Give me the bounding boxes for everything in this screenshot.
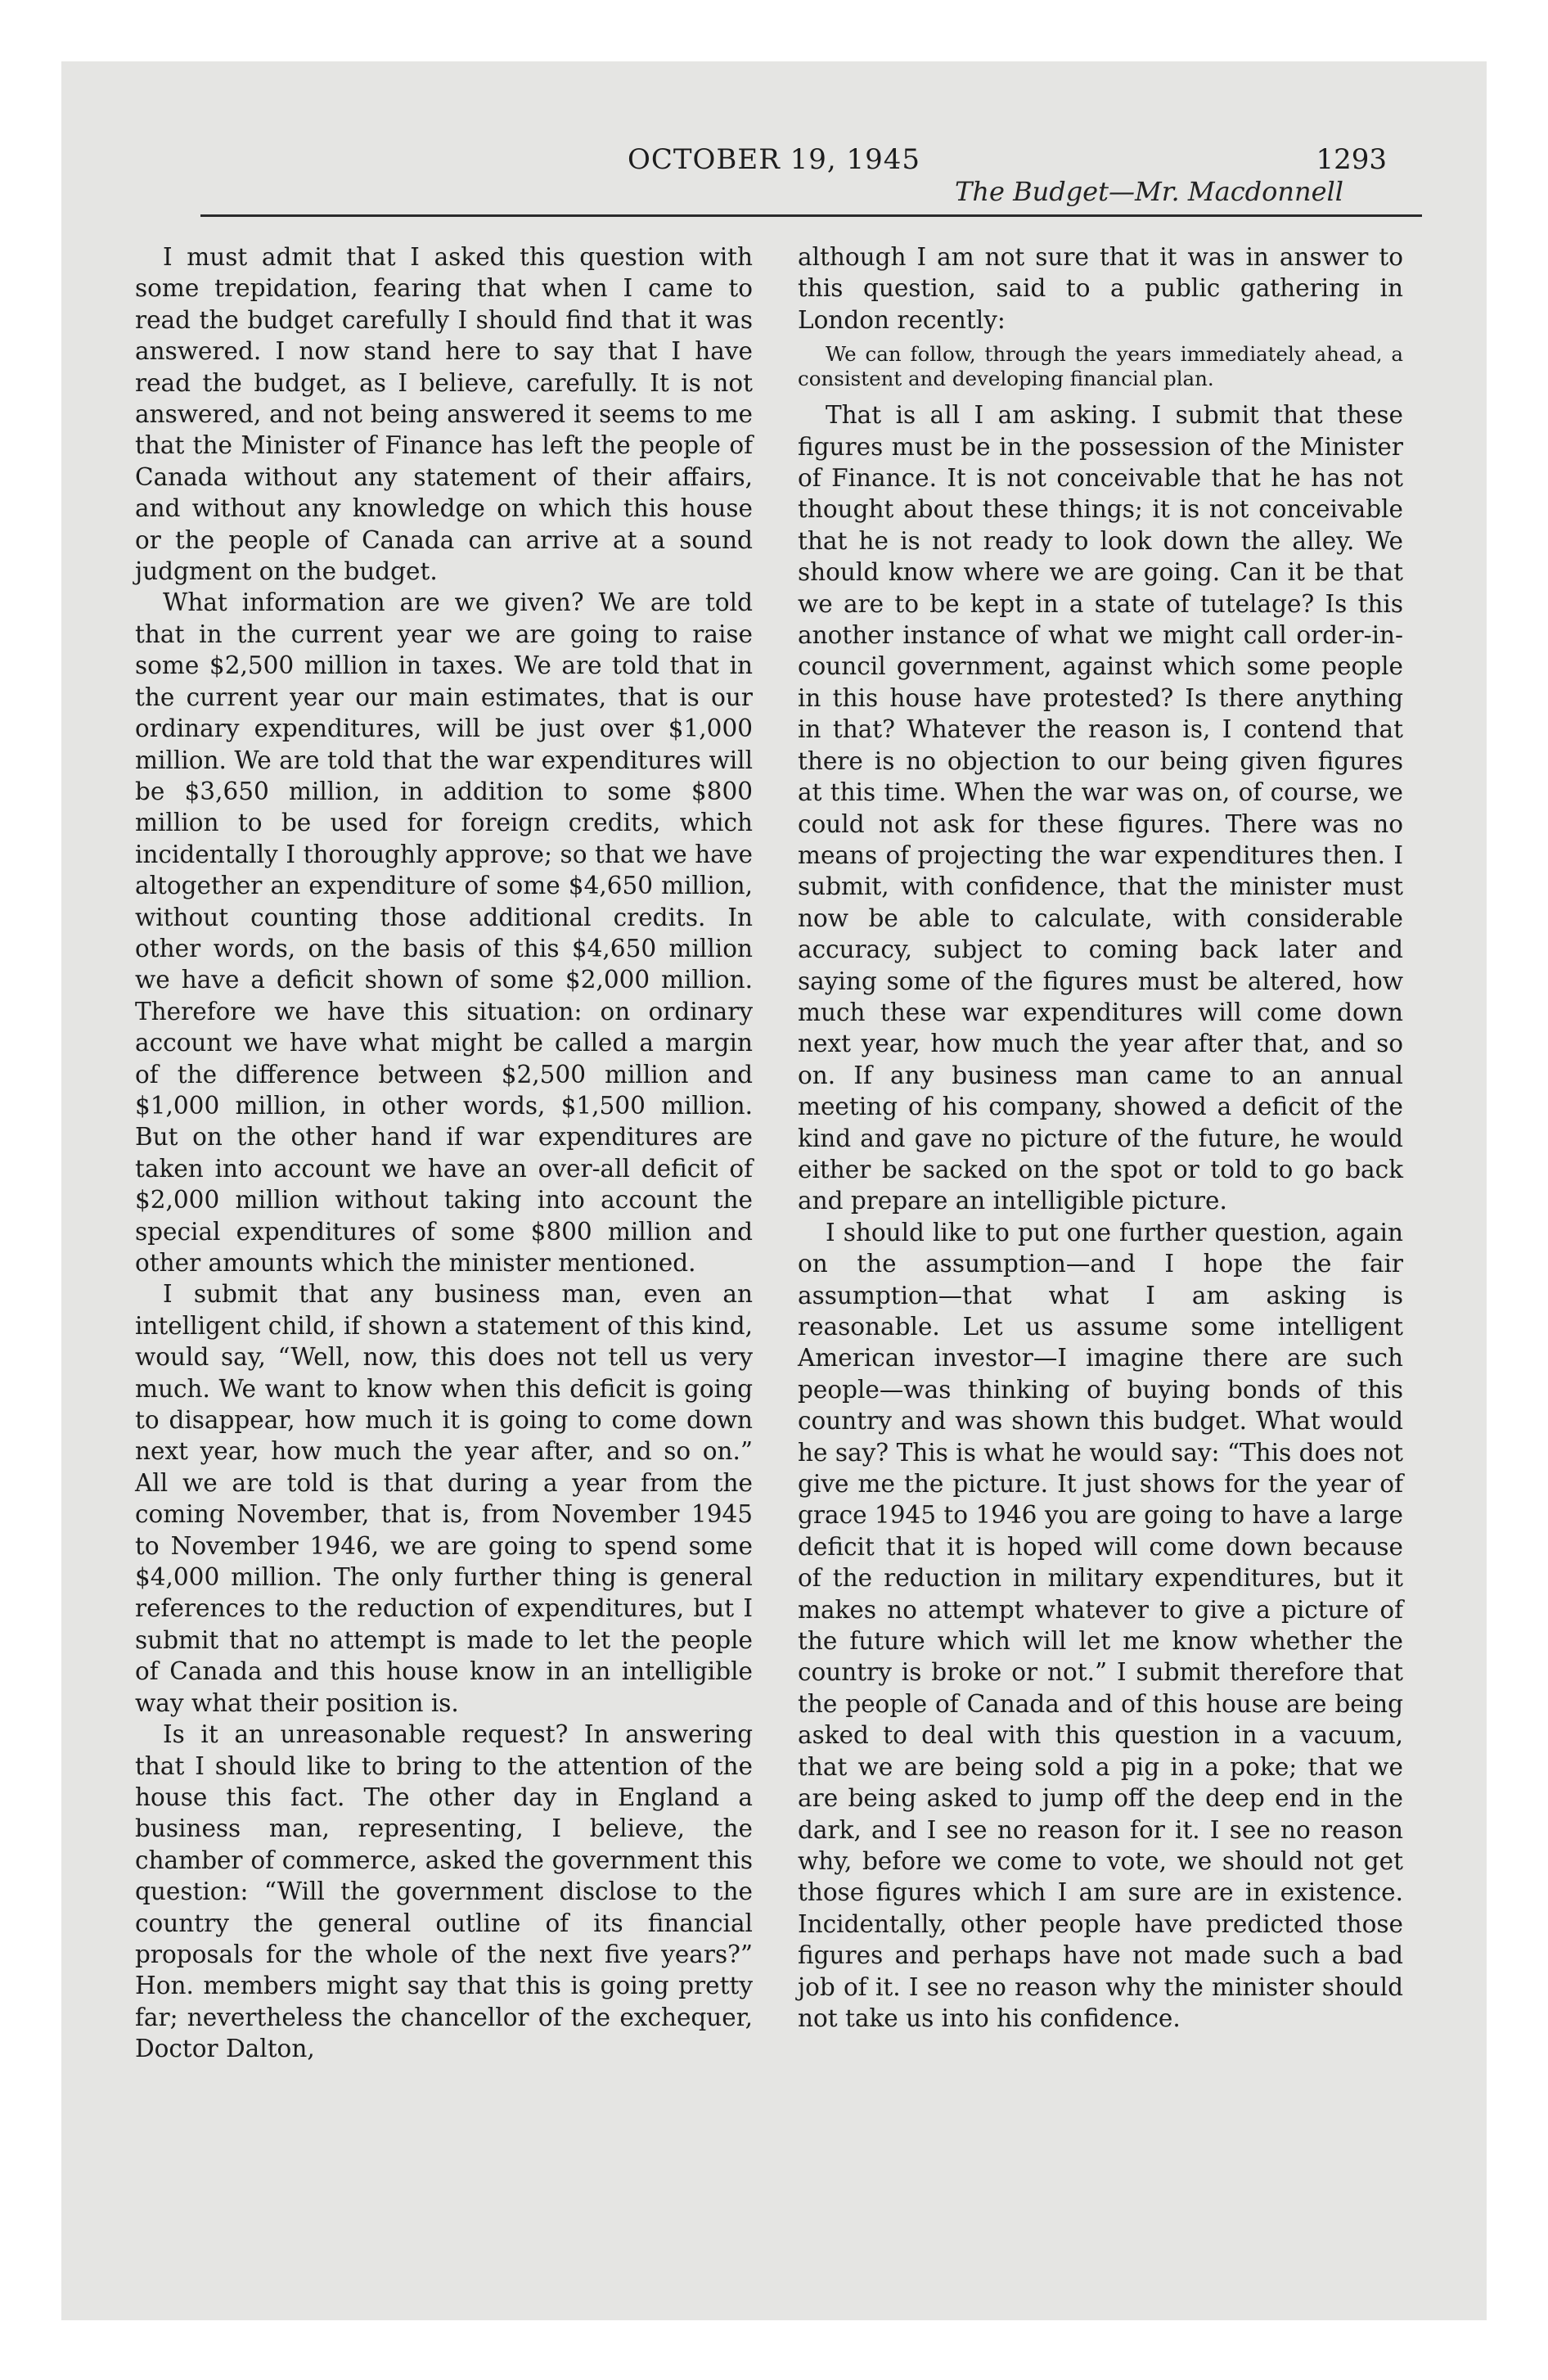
running-title: The Budget—Mr. Macdonnell: [955, 176, 1343, 207]
page-header: [61, 135, 1487, 207]
header-date: OCTOBER 19, 1945: [627, 143, 921, 176]
left-paragraph-2: What information are we given? We are told that in the current year we are going to raise some $2,500 million in taxes. We are told that in the current year our main estimates, that is our ordinary expenditures, will be just over $1,000 million. We are told that the war expenditures will be $3,650 million, in addition to some $800 million to be used for foreign credits, which incidentally I thoroughly approve; so that we have altogether an expenditure of some $4,650 million, without counting those additional credits. In other words, on the basis of this $4,650 million we have a deficit shown of some $2,000 million. Therefore we have this situation: on ordinary account we have what might be called a margin of the difference between $2,500 million and $1,000 million, in other words, $1,500 million. But on the other hand if war expenditures are taken into account we have an over-all deficit of $2,000 million without taking into account the special expenditures of some $800 million and other amounts which the minister mentioned.: [135, 588, 753, 1277]
right-paragraph-3: I should like to put one further question, again on the assumption—and I hope the fair assumption—that what I am asking is reasonable. Let us assume some intelligent American investor—I imagine there are such people—was thinking of buying bonds of this country and was shown this budget. What would he say? This is what he would say: “This does not give me the picture. It just shows for the year of grace 1945 to 1946 you are going to have a large deficit that it is hoped will come down because of the reduction in military expenditures, but it makes no attempt whatever to give a picture of the future which will let me know whether the country is broke or not.” I submit therefore that the people of Canada and of this house are being asked to deal with this question in a vacuum, that we are being sold a pig in a poke; that we are being asked to jump off the deep end in the dark, and I see no reason for it. I see no reason why, before we come to vote, we should not get those figures which I am sure are in existence. Incidentally, other people have predicted those figures and perhaps have not made such a bad job of it. I see no reason why the minister should not take us into his confidence.: [798, 1218, 1404, 2032]
left-paragraph-4: Is it an unreasonable request? In answering that I should like to bring to the attention of the house this fact. The other day in England a business man, representing, I believe, the chamber of commerce, asked the government this question: “Will the government disclose to the country the general outline of its financial proposals for the whole of the next five years?” Hon. members might say that this is going pretty far; nevertheless the chancellor of the exchequer, Doctor Dalton,: [135, 1720, 753, 2063]
page-number: 1293: [1316, 143, 1387, 176]
right-paragraph-1: although I am not sure that it was in answer to this question, said to a public gathering in London recently:: [798, 243, 1403, 334]
left-paragraph-3: I submit that any business man, even an intelligent child, if shown a statement of this kind, would say, “Well, now, this does not tell us very much. We want to know when this deficit is going to disappear, how much it is going to come down next year, how much the year after, and so on.” All we are told is that during a year from the coming November, that is, from November 1945 to November 1946, we are going to spend some $4,000 million. The only further thing is general references to the reduction of expenditures, but I submit that no attempt is made to let the people of Canada and this house know in an intelligible way what their position is.: [135, 1280, 753, 1717]
left-paragraph-1: I must admit that I asked this question with some trepidation, fearing that when I came to read the budget carefully I should find that it was answered. I now stand here to say that I have read the budget, as I believe, carefully. It is not answered, and not being answered it seems to me that the Minister of Finance has left the people of Canada without any statement of their affairs, and without any knowledge on which this house or the people of Canada can arrive at a sound judgment on the budget.: [135, 243, 753, 586]
block-quote: We can follow, through the years immediately ahead, a consistent and developing financial plan.: [798, 342, 1403, 391]
header-rule: [200, 214, 1422, 217]
right-column: [798, 241, 1403, 2034]
left-column: [135, 241, 753, 2065]
right-paragraph-2: That is all I am asking. I submit that these figures must be in the possession of the Minister of Finance. It is not conceivable that he has not thought about these things; it is not conceivable that he is not ready to look down the alley. We should know where we are going. Can it be that we are to be kept in a state of tutelage? Is this another instance of what we might call order-in-council government, against which some people in this house have protested? Is there anything in that? Whatever the reason is, I contend that there is no objection to our being given figures at this time. When the war was on, of course, we could not ask for these figures. There was no means of projecting the war expenditures then. I submit, with confidence, that the minister must now be able to calculate, with considerable accuracy, subject to coming back later and saying some of the figures must be altered, how much these war expenditures will come down next year, how much the year after that, and so on. If any business man came to an annual meeting of his company, showed a deficit of the kind and gave no picture of the future, he would either be sacked on the spot or told to go back and prepare an intelligible picture.: [798, 401, 1403, 1215]
